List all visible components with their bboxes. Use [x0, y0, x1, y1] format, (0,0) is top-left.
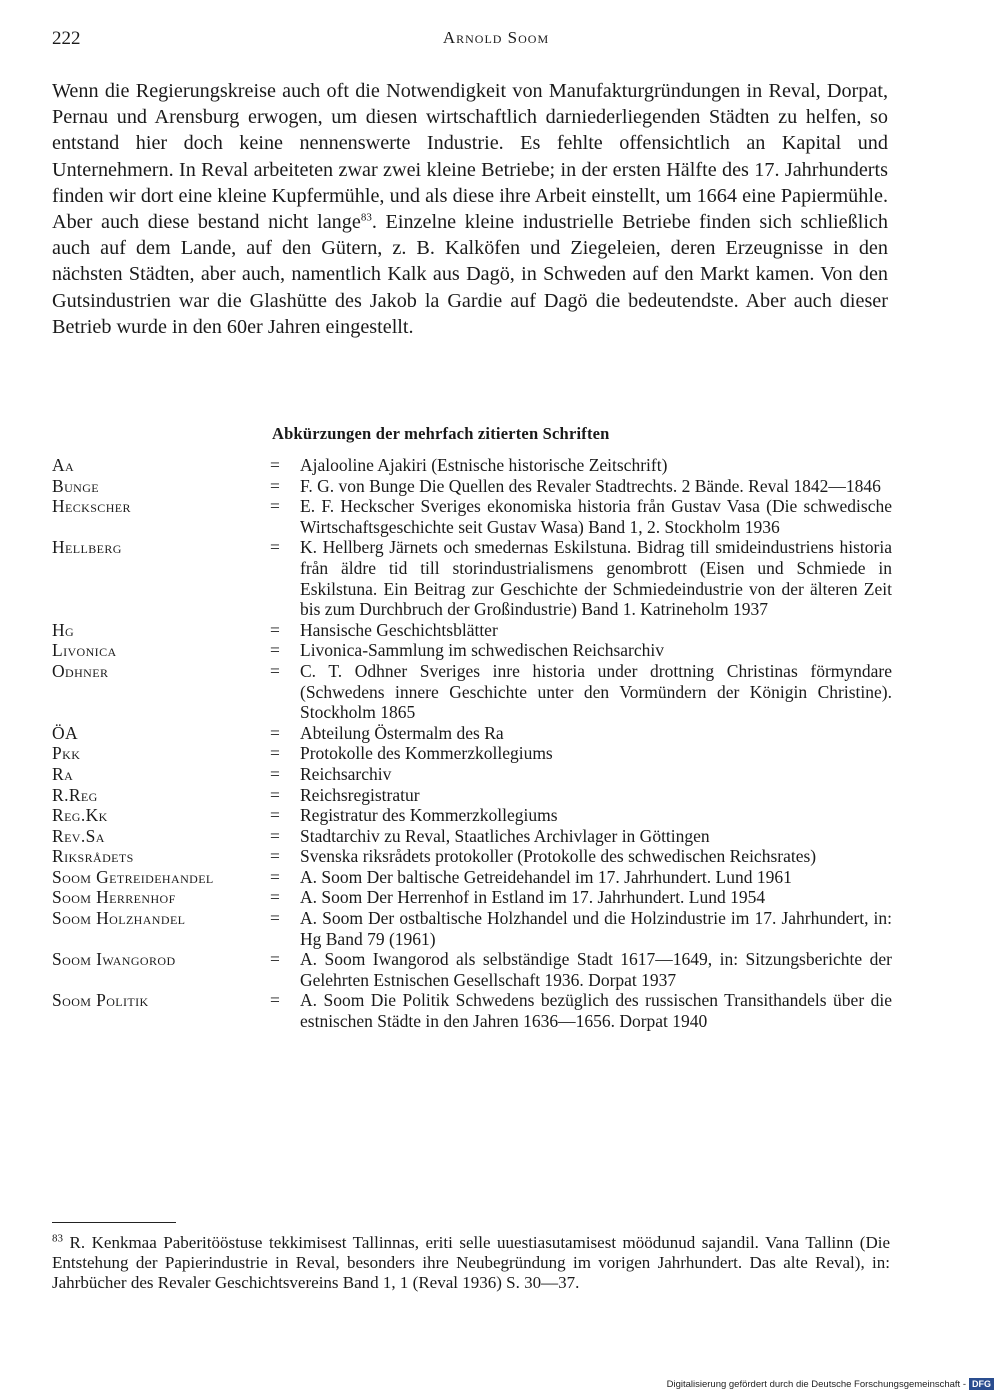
- abbreviation-row: [52, 455, 892, 476]
- abbreviation-key: Heckscher: [52, 496, 131, 517]
- abbreviation-row: [52, 620, 892, 641]
- abbreviation-definition: Registratur des Kommerzkollegiums: [300, 805, 558, 826]
- abbreviation-definition: C. T. Odhner Sveriges inre historia under drottning Christinas förmyndare (Schwedens innere Geschichte unter den Vormündern der Königin Christine). Stockholm 1865: [300, 660, 892, 723]
- abbreviation-key: Riksrådets: [52, 846, 134, 867]
- abbreviation-row: [52, 826, 892, 847]
- equals-sign: =: [270, 949, 280, 970]
- equals-sign: =: [270, 866, 280, 887]
- abbreviation-definition: Reichsregistratur: [300, 784, 420, 805]
- abbreviations-heading: Abkürzungen der mehrfach zitierten Schriften: [272, 424, 610, 443]
- abbreviation-row: [52, 537, 892, 619]
- abbreviation-key: Bunge: [52, 475, 100, 496]
- abbreviation-definition: E. F. Heckscher Sveriges ekonomiska historia från Gustav Vasa (Die schwedische Wirtschaftsgeschichte seit Gustav Wasa) Band 1, 2. Stockholm 1936: [300, 496, 892, 537]
- equals-sign: =: [270, 455, 280, 475]
- abbreviation-row: [52, 661, 892, 723]
- abbreviation-row: [52, 743, 892, 764]
- page-header: [52, 28, 940, 58]
- abbreviation-key: R.Reg: [52, 784, 98, 805]
- abbreviation-definition: A. Soom Der baltische Getreidehandel im 17. Jahrhundert. Lund 1961: [300, 866, 792, 887]
- equals-sign: =: [270, 743, 280, 764]
- abbreviation-key: Soom Holzhandel: [52, 908, 186, 929]
- equals-sign: =: [270, 722, 280, 743]
- equals-sign: =: [270, 805, 280, 826]
- equals-sign: =: [270, 537, 280, 558]
- footnote-number: 83: [52, 1232, 63, 1245]
- page-number: 222: [52, 28, 81, 49]
- abbreviation-definition: Abteilung Östermalm des Ra: [300, 722, 504, 743]
- abbreviation-key: Soom Iwangorod: [52, 949, 176, 970]
- equals-sign: =: [270, 825, 280, 846]
- abbreviation-row: [52, 846, 892, 867]
- equals-sign: =: [270, 475, 280, 496]
- abbreviation-row: [52, 640, 892, 661]
- abbreviation-row: [52, 805, 892, 826]
- abbreviation-key: Odhner: [52, 660, 109, 681]
- abbreviation-key: Livonica: [52, 640, 117, 661]
- abbreviation-definition: F. G. von Bunge Die Quellen des Revaler Stadtrechts. 2 Bände. Reval 1842—1846: [300, 475, 881, 496]
- abbreviation-definition: Ajalooline Ajakiri (Estnische historische Zeitschrift): [300, 455, 668, 475]
- abbreviation-key: Reg.Kk: [52, 805, 108, 826]
- digitization-text: Digitalisierung gefördert durch die Deutsche Forschungsgemeinschaft -: [666, 1378, 966, 1390]
- abbreviation-definition: A. Soom Die Politik Schwedens bezüglich des russischen Transithandels über die estnischen Städte in den Jahren 1636—1656. Dorpat 1940: [300, 990, 892, 1032]
- abbreviation-definition: Reichsarchiv: [300, 763, 392, 784]
- equals-sign: =: [270, 784, 280, 805]
- abbreviation-definition: A. Soom Der Herrenhof in Estland im 17. Jahrhundert. Lund 1954: [300, 887, 766, 908]
- abbreviation-definition: Hansische Geschichtsblätter: [300, 619, 498, 640]
- abbreviation-key: Pkk: [52, 743, 81, 764]
- abbreviation-row: [52, 496, 892, 537]
- footnote-divider: [52, 1222, 176, 1223]
- equals-sign: =: [270, 908, 280, 929]
- abbreviation-definition: Stadtarchiv zu Reval, Staatliches Archivlager in Göttingen: [300, 825, 710, 846]
- equals-sign: =: [270, 846, 280, 867]
- abbreviation-row: [52, 785, 892, 806]
- abbreviation-row: [52, 476, 892, 497]
- abbreviation-definition: A. Soom Der ostbaltische Holzhandel und die Holzindustrie im 17. Jahrhundert, in: Hg Band 79 (1961): [300, 908, 892, 949]
- abbreviation-row: [52, 723, 892, 744]
- body-paragraph: [52, 78, 888, 340]
- footnote-reference[interactable]: 83: [360, 211, 372, 224]
- abbreviation-key: Hg: [52, 619, 75, 640]
- abbreviation-definition: Livonica-Sammlung im schwedischen Reichsarchiv: [300, 640, 665, 661]
- equals-sign: =: [270, 640, 280, 661]
- abbreviation-row: [52, 908, 892, 949]
- digitization-credit: [667, 1378, 994, 1390]
- abbreviation-key: Ra: [52, 763, 74, 784]
- abbreviation-key: Soom Politik: [52, 990, 149, 1011]
- abbreviation-key: Soom Getreidehandel: [52, 866, 214, 887]
- abbreviation-definition: K. Hellberg Järnets och smedernas Eskilstuna. Bidrag till smideindustriens historia från äldre tid till storindustrialismens genombrott (Eisen und Schmiede in Eskilstuna. Ein Beitrag zur Geschichte der Schmiedeindustrie von der älteren Zeit bis zum Durchbruch der Großindustrie) Band 1. Katrineholm 1937: [300, 537, 892, 620]
- abbreviation-key: Soom Herrenhof: [52, 887, 176, 908]
- abbreviation-row: [52, 867, 892, 888]
- running-head: Arnold Soom: [442, 28, 550, 47]
- abbreviation-definition: A. Soom Iwangorod als selbständige Stadt 1617—1649, in: Sitzungsberichte der Gelehrten Estnischen Gesellschaft 1936. Dorpat 1937: [300, 949, 892, 990]
- footnote-text: R. Kenkmaa Paberitööstuse tekkimisest Tallinnas, eriti selle uuestiasutamisest möödunud sajandil. Vana Tallinn (Die Entstehung der Papierindustrie in Reval, besonders ihre Neubegründung im vorigen Jahrhundert. Das alte Reval), in: Jahrbücher des Revaler Geschichtsvereins Band 1, 1 (Reval 1936) S. 30—37.: [52, 1233, 890, 1293]
- abbreviation-key: Hellberg: [52, 537, 122, 558]
- equals-sign: =: [270, 660, 280, 681]
- abbreviation-key: Aa: [52, 455, 75, 475]
- abbreviation-definition: Protokolle des Kommerzkollegiums: [300, 743, 553, 764]
- dfg-logo: DFG: [969, 1378, 994, 1390]
- abbreviation-definition: Svenska riksrådets protokoller (Protokolle des schwedischen Reichsrates): [300, 846, 817, 867]
- equals-sign: =: [270, 887, 280, 908]
- equals-sign: =: [270, 619, 280, 640]
- equals-sign: =: [270, 990, 280, 1011]
- abbreviation-row: [52, 887, 892, 908]
- equals-sign: =: [270, 496, 280, 517]
- abbreviation-row: [52, 990, 892, 1031]
- body-text-part-1: Wenn die Regierungskreise auch oft die Notwendigkeit von Manufakturgründungen in Reval, Dorpat, Pernau und Arensburg erwogen, um diesen wirtschaftlich darniederliegenden Städten zu helfen, so entstand hier doch keine nennenswerte Industrie. Es fehlte offensichtlich an Kapital und Unternehmern. In Reval arbeiteten zwar zwei kleine Betriebe; in der ersten Hälfte des 17. Jahrhunderts finden wir dort eine kleine Kupfermühle, und als diese ihre Arbeit einstellt, um 1664 eine Papiermühle. Aber auch diese bestand nicht lange: [52, 80, 888, 234]
- abbreviation-row: [52, 949, 892, 990]
- abbreviation-key: Rev.Sa: [52, 825, 105, 846]
- body-text-part-2: . Einzelne kleine industrielle Betriebe finden sich schließlich auch auf dem Lande, auf den Gütern, z. B. Kalköfen und Ziegeleien, deren Erzeugnisse in den nächsten Städten, aber auch, namentlich Kalk aus Dagö, in Schweden auf den Markt kamen. Von den Gutsindustrien war die Glashütte des Jakob la Gardie auf Dagö die bedeutendste. Aber auch dieser Betrieb wurde in den 60er Jahren eingestellt.: [52, 211, 888, 338]
- abbreviation-key: ÖA: [52, 722, 79, 743]
- abbreviation-row: [52, 764, 892, 785]
- equals-sign: =: [270, 763, 280, 784]
- footnote: [52, 1233, 890, 1294]
- abbreviations-list: [52, 455, 892, 1032]
